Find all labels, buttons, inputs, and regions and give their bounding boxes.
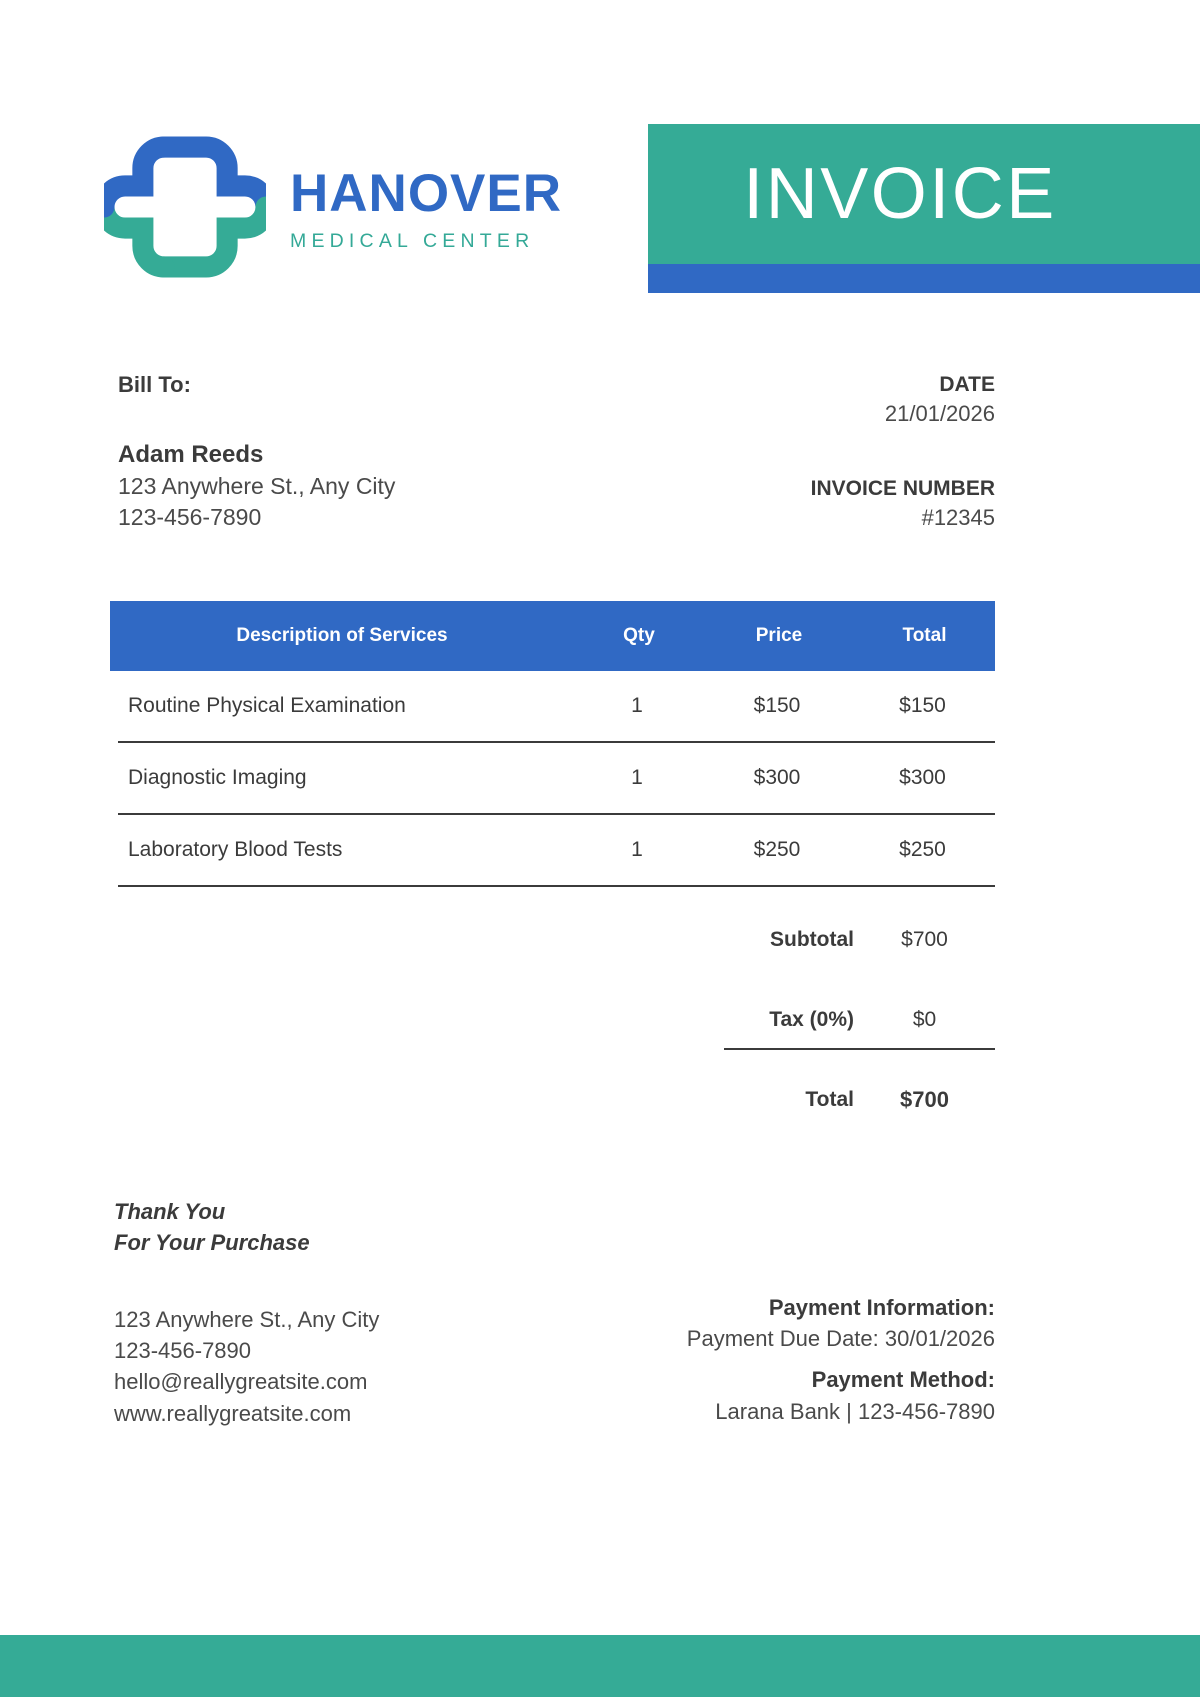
contact-block [114, 1304, 379, 1429]
contact-address: 123 Anywhere St., Any City [114, 1307, 380, 1332]
payment-information-block [475, 1292, 995, 1427]
thank-you-line-2: For Your Purchase [114, 1230, 310, 1256]
date-value: 21/01/2026 [884, 401, 995, 427]
column-header-description: Description of Services [236, 625, 448, 646]
cell-price: $250 [753, 838, 801, 861]
column-header-total: Total [902, 625, 947, 646]
brand-wordmark [290, 161, 562, 253]
column-header-price: Price [755, 625, 803, 646]
contact-website[interactable]: www.reallygreatsite.com [114, 1400, 352, 1426]
invoice-title: INVOICE [743, 154, 1057, 234]
contact-phone: 123-456-7890 [114, 1338, 252, 1364]
bill-to-name: Adam Reeds [118, 441, 264, 469]
bill-to-label: Bill To: [118, 372, 191, 397]
subtotal-label: Subtotal [770, 928, 854, 951]
brand-logo [104, 126, 562, 288]
cell-price: $300 [753, 766, 801, 789]
cell-qty: 1 [631, 694, 643, 717]
payment-information-label: Payment Information: [768, 1295, 995, 1320]
bill-to-address: 123 Anywhere St., Any City [118, 473, 396, 500]
cell-total: $300 [899, 766, 946, 789]
contact-email[interactable]: hello@reallygreatsite.com [114, 1369, 368, 1395]
column-header-qty: Qty [623, 625, 655, 646]
grand-total-label: Total [805, 1088, 854, 1111]
tax-value: $0 [912, 1008, 937, 1031]
thank-you-line-1: Thank You [114, 1199, 226, 1224]
cell-total: $250 [899, 838, 946, 861]
brand-name: HANOVER [290, 164, 563, 223]
cell-description: Routine Physical Examination [128, 694, 406, 717]
footer-accent-bar [0, 1635, 1200, 1697]
cell-description: Diagnostic Imaging [128, 766, 307, 789]
payment-method-value: Larana Bank | 123-456-7890 [715, 1398, 995, 1424]
totals-divider [724, 1048, 995, 1050]
invoice-number-value: #12345 [921, 505, 995, 531]
payment-due-date: Payment Due Date: 30/01/2026 [686, 1326, 995, 1352]
invoice-meta-block [575, 372, 995, 533]
cell-description: Laboratory Blood Tests [128, 838, 343, 861]
table-header-row [110, 601, 995, 671]
bill-to-block [118, 372, 638, 533]
cell-qty: 1 [631, 766, 643, 789]
table-row [118, 743, 995, 815]
date-label: DATE [939, 373, 995, 396]
invoice-title-banner [648, 124, 1200, 264]
grand-total-row [110, 1060, 995, 1140]
subtotal-row [110, 900, 995, 980]
invoice-number-label: INVOICE NUMBER [810, 476, 995, 500]
cell-qty: 1 [631, 838, 643, 861]
table-row [118, 815, 995, 887]
bill-to-phone: 123-456-7890 [118, 504, 262, 531]
cell-total: $150 [899, 694, 946, 717]
invoice-header [0, 0, 1200, 320]
subtotal-value: $700 [901, 928, 948, 951]
grand-total-value: $700 [900, 1087, 949, 1112]
brand-tagline: MEDICAL CENTER [290, 230, 535, 252]
services-table [110, 601, 995, 887]
thank-you-message [114, 1196, 310, 1258]
tax-label: Tax (0%) [769, 1008, 854, 1031]
totals-block [110, 900, 995, 1140]
invoice-banner-accent-bar [648, 264, 1200, 293]
cell-price: $150 [753, 694, 801, 717]
table-row [118, 671, 995, 743]
medical-cross-icon [104, 126, 266, 288]
payment-method-label: Payment Method: [811, 1367, 995, 1393]
